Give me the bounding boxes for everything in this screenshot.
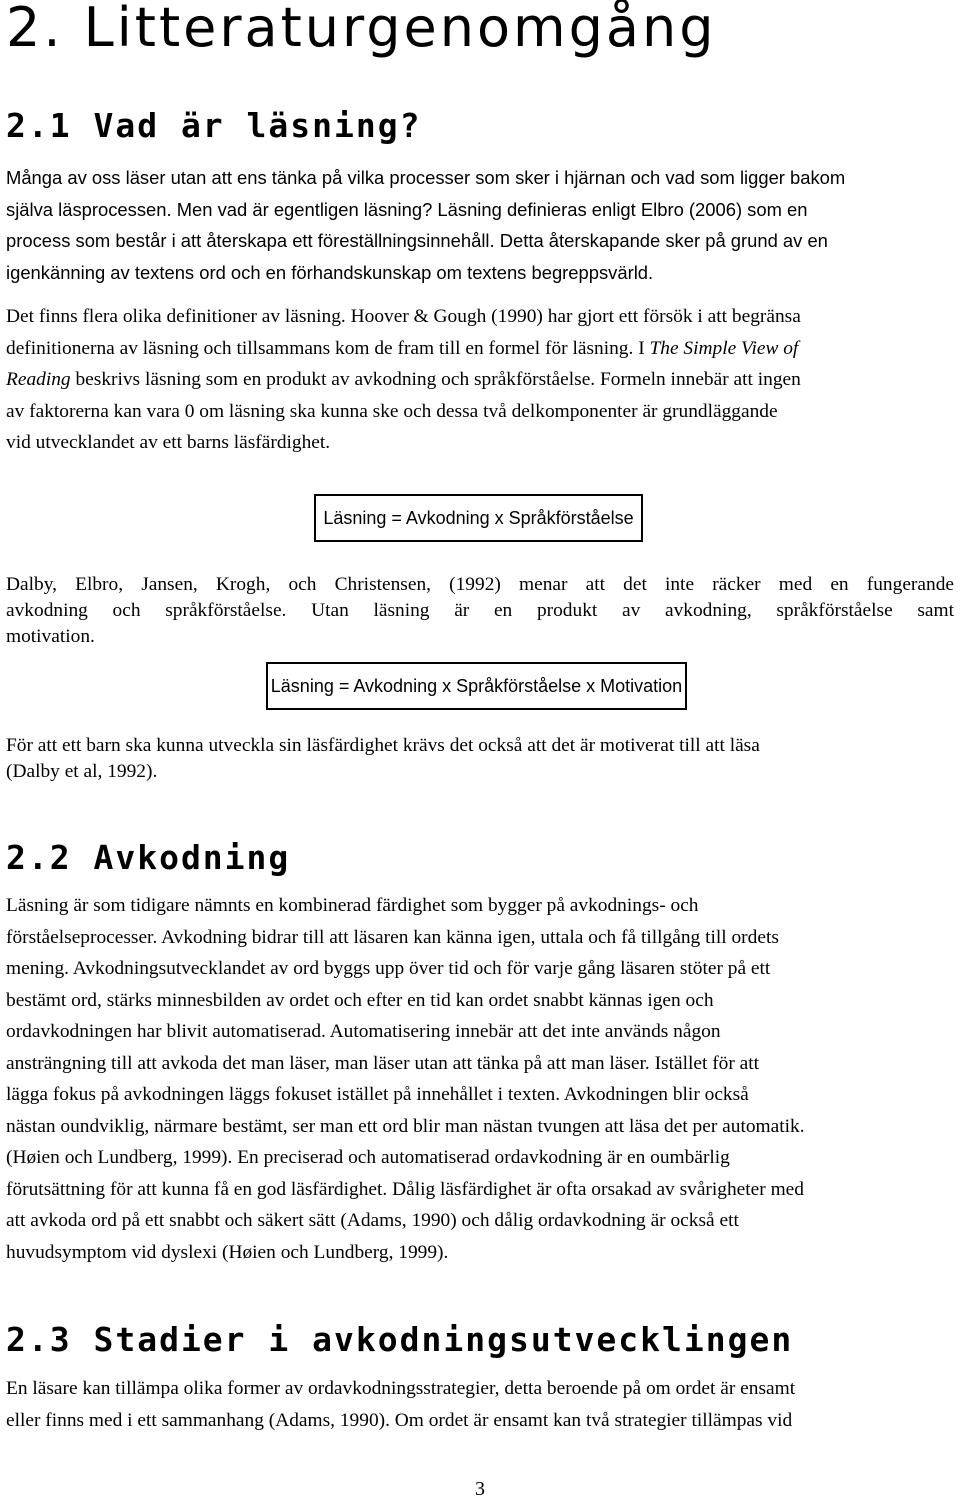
paragraph-motivation: [6, 733, 954, 785]
section-heading-2-3: 2.3 Stadier i avkodningsutvecklingen: [6, 1320, 794, 1359]
text-line: huvudsymptom vid dyslexi (Høien och Lundberg, 1999).: [6, 1241, 449, 1263]
text-line: ansträngning till att avkoda det man läser, man läser utan att tänka på att man läser. Istället för att: [6, 1052, 760, 1074]
text-line: avkodning och språkförståelse. Utan läsning är en produkt av avkodning, språkförståelse samt: [6, 600, 954, 621]
paragraph-definitions: [6, 301, 954, 459]
text-line: Läsning är som tidigare nämnts en kombinerad färdighet som bygger på avkodnings- och: [6, 895, 699, 916]
text-line: Många av oss läser utan att ens tänka på vilka processer som sker i hjärnan och vad som ligger bakom: [6, 167, 846, 188]
formula-text: Läsning = Avkodning x Språkförståelse: [323, 507, 634, 528]
text-line: ordavkodningen har blivit automatiserad. Automatisering innebär att det inte används någon: [6, 1021, 721, 1042]
section-heading-2-2: 2.2 Avkodning: [6, 838, 291, 877]
text-line: eller finns med i ett sammanhang (Adams, 1990). Om ordet är ensamt kan två strategier tillämpas vid: [6, 1409, 793, 1431]
text-line: process som består i att återskapa ett föreställningsinnehåll. Detta återskapande sker på grund av en: [6, 230, 828, 251]
text-line: lägga fokus på avkodningen läggs fokuset istället på innehållet i texten. Avkodningen blir också: [6, 1084, 749, 1105]
text-line: En läsare kan tillämpa olika former av ordavkodningsstrategier, detta beroende på om ordet är ensamt: [6, 1378, 796, 1399]
text-line: För att ett barn ska kunna utveckla sin läsfärdighet krävs det också att det är motiverat till att läsa: [6, 735, 760, 756]
text-line: (Høien och Lundberg, 1999). En preciserad och automatiserad ordavkodning är en oumbärlig: [6, 1147, 730, 1168]
text-line: av faktorerna kan vara 0 om läsning ska kunna ske och dessa två delkomponenter är grundläggande: [6, 400, 778, 422]
book-title-part: Reading: [6, 369, 71, 390]
text-line: själva läsprocessen. Men vad är egentligen läsning? Läsning definieras enligt Elbro (2006) som en: [6, 198, 808, 220]
text-line: [6, 364, 954, 396]
paragraph-avkodning: [6, 890, 954, 1268]
text-line: Dalby, Elbro, Jansen, Krogh, och Christensen, (1992) menar att det inte räcker med en fungerande: [6, 574, 954, 595]
book-title-part: The Simple View of: [649, 337, 799, 359]
text-line: igenkänning av textens ord och en förhandskunskap om textens begreppsvärld.: [6, 261, 654, 283]
text-segment: definitionerna av läsning och tillsammans kom de fram till en formel för läsning. I: [6, 337, 650, 359]
formula-box-1: [314, 494, 643, 542]
section-heading-2-1: 2.1 Vad är läsning?: [6, 106, 422, 145]
text-line: mening. Avkodningsutvecklandet av ord byggs upp över tid och för varje gång läsaren stöter på ett: [6, 958, 771, 979]
paragraph-dalby: [6, 572, 954, 650]
formula-text: Läsning = Avkodning x Språkförståelse x Motivation: [270, 675, 683, 696]
text-line: [6, 333, 954, 365]
text-line: vid utvecklandet av ett barns läsfärdighet.: [6, 432, 331, 453]
paragraph-stadier: [6, 1373, 954, 1436]
text-line: förutsättning för att kunna få en god läsfärdighet. Dålig läsfärdighet är ofta orsakad av svårigheter med: [6, 1178, 804, 1200]
text-segment: beskrivs läsning som en produkt av avkodning och språkförståelse. Formeln innebär att ingen: [70, 369, 801, 390]
text-line: att avkoda ord på ett snabbt och säkert sätt (Adams, 1990) och dålig ordavkodning är också ett: [6, 1210, 739, 1231]
formula-box-2: [266, 662, 687, 710]
text-line: bestämt ord, stärks minnesbilden av ordet och efter en tid kan ordet snabbt kännas igen och: [6, 989, 714, 1011]
text-line: nästan oundviklig, närmare bestämt, ser man ett ord blir man nästan tvungen att läsa det per automatik.: [6, 1115, 805, 1137]
chapter-heading: 2. Litteraturgenomgång: [6, 0, 717, 59]
paragraph-intro: [6, 162, 954, 288]
text-line: motivation.: [6, 626, 95, 647]
page-number: 3: [475, 1478, 485, 1500]
text-line: Det finns flera olika definitioner av läsning. Hoover & Gough (1990) har gjort ett försök i att begränsa: [6, 306, 801, 327]
text-line: (Dalby et al, 1992).: [6, 761, 158, 782]
text-line: förståelseprocesser. Avkodning bidrar till att läsaren kan känna igen, uttala och få tillgång till ordets: [6, 926, 779, 948]
